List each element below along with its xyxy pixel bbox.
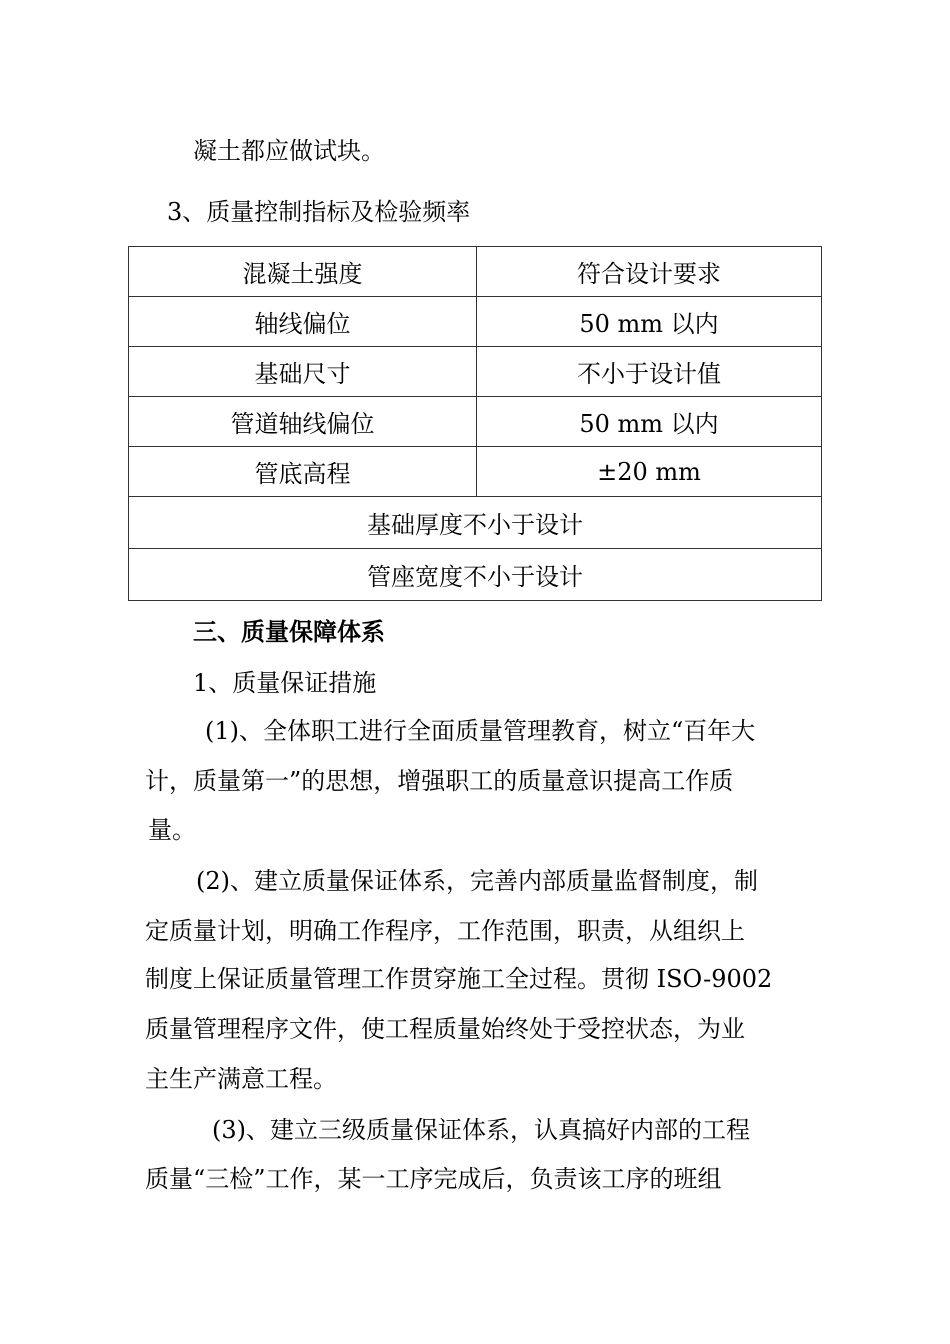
paragraph-2-line: 主生产满意工程。 bbox=[145, 1065, 337, 1093]
text-line-top: 凝土都应做试块。 bbox=[193, 137, 385, 165]
table-cell: 管底高程 bbox=[129, 447, 477, 497]
table-cell: 基础尺寸 bbox=[129, 347, 477, 397]
table-cell: 50 mm 以内 bbox=[477, 397, 822, 447]
table-cell-merged: 管座宽度不小于设计 bbox=[129, 549, 822, 601]
table-cell: 不小于设计值 bbox=[477, 347, 822, 397]
section-title: 三、质量保障体系 bbox=[193, 617, 385, 646]
paragraph-1-line: (1)、全体职工进行全面质量管理教育，树立“百年大 bbox=[205, 717, 756, 745]
paragraph-3-line: (3)、建立三级质量保证体系，认真搞好内部的工程 bbox=[212, 1116, 750, 1144]
paragraph-1-line: 量。 bbox=[148, 816, 196, 844]
quality-indicator-table bbox=[128, 246, 822, 601]
table-row bbox=[129, 447, 822, 497]
sub-title: 1、质量保证措施 bbox=[193, 669, 377, 697]
table-cell-merged: 基础厚度不小于设计 bbox=[129, 497, 822, 549]
paragraph-1-line: 计，质量第一”的思想，增强职工的质量意识提高工作质 bbox=[145, 767, 734, 795]
table-row bbox=[129, 247, 822, 297]
table-cell: ±20 mm bbox=[477, 447, 822, 497]
table-row bbox=[129, 549, 822, 601]
table-row bbox=[129, 297, 822, 347]
table-row bbox=[129, 347, 822, 397]
paragraph-2-line: 质量管理程序文件，使工程质量始终处于受控状态，为业 bbox=[145, 1015, 745, 1043]
table-cell: 50 mm 以内 bbox=[477, 297, 822, 347]
paragraph-2-line: 定质量计划，明确工作程序，工作范围，职责，从组织上 bbox=[145, 917, 745, 945]
paragraph-2-line: 制度上保证质量管理工作贯穿施工全过程。贯彻 ISO-9002 bbox=[145, 965, 773, 993]
table-row bbox=[129, 497, 822, 549]
heading-quality-indicators: 3、质量控制指标及检验频率 bbox=[167, 198, 471, 226]
table-cell: 轴线偏位 bbox=[129, 297, 477, 347]
table-cell: 管道轴线偏位 bbox=[129, 397, 477, 447]
table-cell: 符合设计要求 bbox=[477, 247, 822, 297]
paragraph-3-line: 质量“三检”工作，某一工序完成后，负责该工序的班组 bbox=[145, 1165, 722, 1193]
table-row bbox=[129, 397, 822, 447]
table-cell: 混凝土强度 bbox=[129, 247, 477, 297]
paragraph-2-line: (2)、建立质量保证体系，完善内部质量监督制度，制 bbox=[196, 867, 758, 895]
